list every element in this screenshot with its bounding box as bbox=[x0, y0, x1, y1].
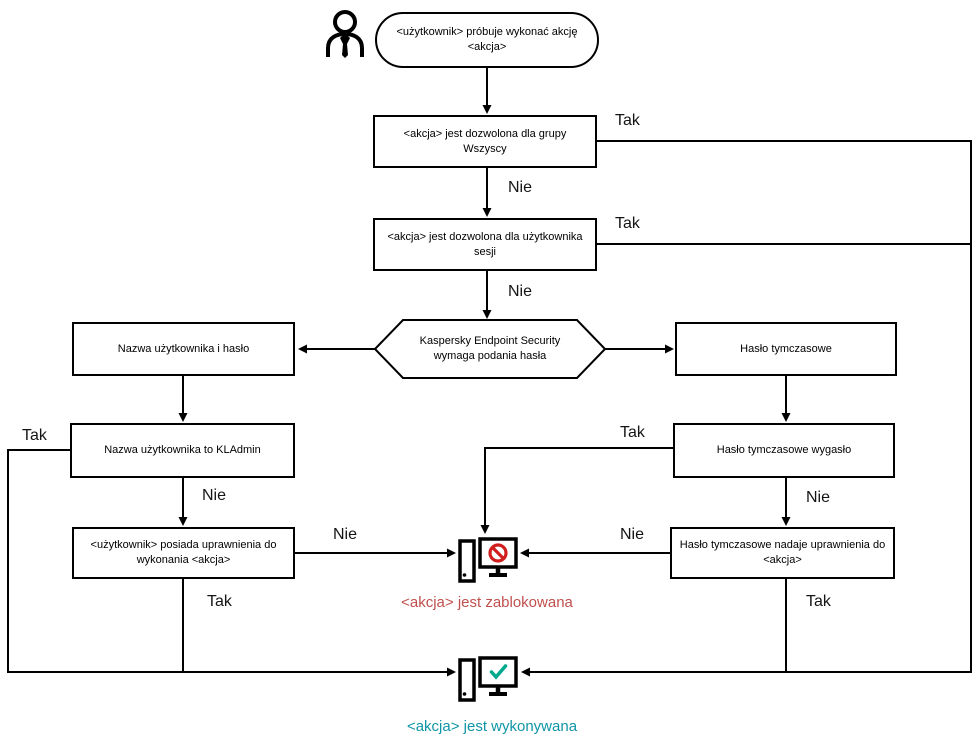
node-temp-grants bbox=[670, 527, 895, 579]
node-has-rights bbox=[72, 527, 295, 579]
edge-label-nie-temp-expired: Nie bbox=[806, 489, 831, 506]
node-allowed-group-label: <akcja> jest dozwolona dla grupy Wszyscy bbox=[403, 127, 567, 155]
node-temp-expired bbox=[673, 423, 895, 478]
arrowheads bbox=[179, 105, 791, 677]
node-has-rights-label: <użytkownik> posiada uprawnienia do wykonania <akcja> bbox=[90, 539, 277, 566]
node-start bbox=[375, 12, 599, 68]
node-is-kladmin-label: Nazwa użytkownika to KLAdmin bbox=[104, 444, 261, 457]
node-allowed-group bbox=[373, 115, 597, 168]
node-start-label: <użytkownik> próbuje wykonać akcję <akcja> bbox=[396, 26, 578, 53]
node-password-required-label: Kaspersky Endpoint Security wymaga podania hasła bbox=[419, 335, 561, 362]
edge-label-tak-kladmin: Tak bbox=[22, 427, 47, 444]
edge-label-nie-temp-grants: Nie bbox=[620, 526, 645, 543]
computer-blocked-icon bbox=[460, 539, 516, 581]
edge-label-tak-has-rights: Tak bbox=[207, 593, 232, 610]
node-allowed-session-label: <akcja> jest dozwolona dla użytkownika sesji bbox=[387, 230, 583, 258]
edge-label-tak-temp-expired: Tak bbox=[620, 424, 645, 441]
edge-label-nie-kladmin: Nie bbox=[202, 487, 227, 504]
node-temp-password-label: Hasło tymczasowe bbox=[740, 342, 832, 355]
node-temp-password bbox=[675, 322, 897, 376]
node-temp-grants-label: Hasło tymczasowe nadaje uprawnienia do <akcja> bbox=[679, 539, 886, 566]
edge-label-tak-temp-grants: Tak bbox=[806, 593, 831, 610]
node-password-required bbox=[398, 322, 582, 376]
node-username-password-label: Nazwa użytkownika i hasło bbox=[117, 342, 250, 355]
outcome-executed-label: <akcja> jest wykonywana bbox=[406, 718, 578, 735]
outcome-blocked-label: <akcja> jest zablokowana bbox=[401, 594, 573, 611]
node-temp-expired-label: Hasło tymczasowe wygasło bbox=[716, 444, 852, 457]
edge-label-tak-allowed-group: Tak bbox=[615, 112, 640, 129]
edge-label-nie-has-rights: Nie bbox=[333, 526, 358, 543]
computer-check-icon bbox=[460, 658, 516, 700]
node-username-password bbox=[72, 322, 295, 376]
edge-label-nie-allowed-group: Nie bbox=[508, 179, 533, 196]
edge-label-nie-allowed-session: Nie bbox=[508, 283, 533, 300]
node-is-kladmin bbox=[70, 423, 295, 478]
edge-label-tak-allowed-session: Tak bbox=[615, 215, 640, 232]
person-icon bbox=[328, 12, 362, 58]
node-allowed-session bbox=[373, 218, 597, 271]
